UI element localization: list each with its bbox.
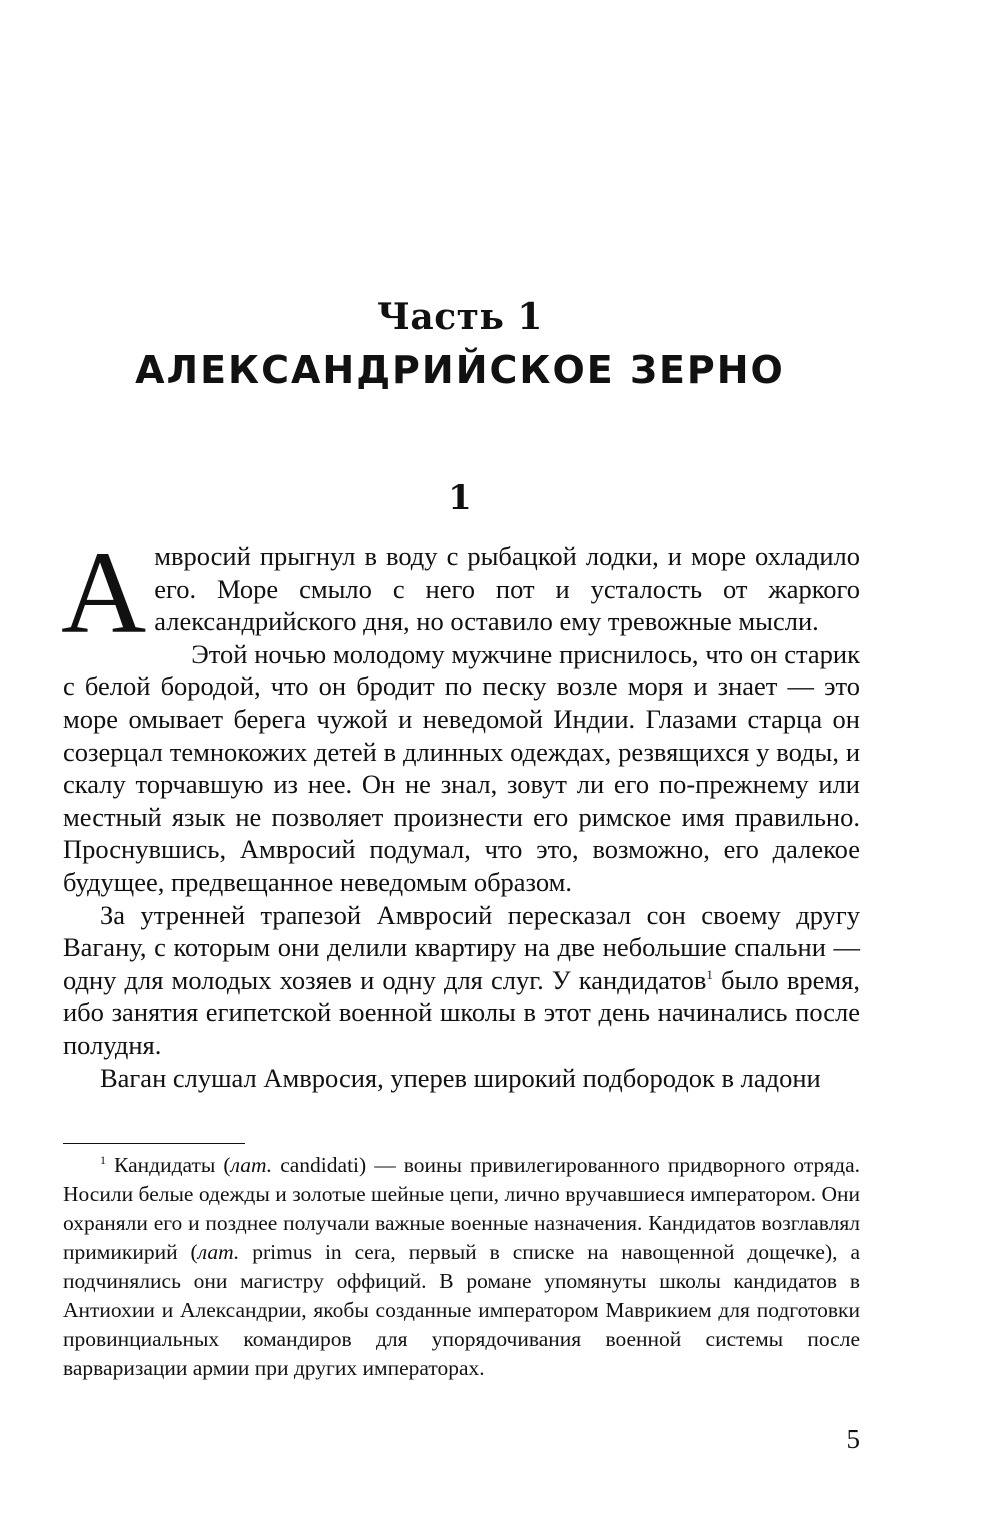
paragraph-3-text-a: За утренней трапезой Амвросий пересказал сон своему другу Вагану, с которым они делили квартиру на две небольшие спальни — одну для молодых хозяев и одну для слуг. У кандидатов (63, 899, 860, 995)
footnote-text-b: candidati) — воины привилегированного придворного отряда. Носили белые одежды и золотые шейные цепи, лично вручавшиеся императором. Они охраняли его и позднее получали важные военные назначения. Кандидатов возглавлял примикирий ( (63, 1153, 860, 1264)
paragraph-2: Этой ночью молодому мужчине приснилось, что он старик с белой бородой, что он бродит по песку возле моря и знает — это море омывает берега чужой и неведомой Индии. Глазами старца он созерцал темнокожих детей в длинных одеждах, резвящихся у воды, и скалу торчавшую из нее. Он не знал, зовут ли его по-прежнему или местный язык не позволяет произнести его римское имя правильно. Проснувшись, Амвросий подумал, что это, возможно, его далекое будущее, предвещанное неведомым образом. (63, 638, 860, 897)
part-label: Часть 1 (377, 296, 543, 338)
footnote-number: 1 (100, 1152, 106, 1167)
paragraph-4: Ваган слушал Амвросия, уперев широкий подбородок в ладони (100, 1062, 821, 1093)
paragraph-1-text: мвросий прыгнул в воду с рыбацкой лодки, и море охладило его. Море смыло с него пот и усталость от жаркого александрийского дня, но оставило ему тревожные мысли. (154, 541, 860, 637)
page-number: 5 (846, 1424, 860, 1454)
paragraph-3-text-b: было время, ибо занятия египетской военной школы в этот день начинались после полудня. (63, 964, 860, 1060)
drop-cap: А (61, 527, 147, 658)
footnote (63, 1151, 860, 1383)
footnote-divider (63, 1143, 245, 1144)
paragraph-1 (61, 527, 860, 658)
footnote-lat-1: лат. (230, 1153, 273, 1177)
footnote-text-c: primus in cera, первый в списке на навощенной дощечке), а подчинялись они магистру оффиций. В романе упомянуты школы кандидатов в Антиохии и Александрии, якобы созданные императором Маврикием для подготовки провинциальных командиров для упорядочивания военной системы после варваризации армии при других императорах. (63, 1240, 860, 1380)
chapter-number: 1 (448, 478, 472, 518)
paragraph-3 (63, 899, 860, 1062)
footnote-text-a: Кандидаты ( (106, 1153, 231, 1177)
chapter-body (61, 527, 860, 1094)
footnote-lat-2: лат. (197, 1240, 240, 1264)
footnote-reference: 1 (706, 966, 713, 982)
part-title: АЛЕКСАНДРИЙСКОЕ ЗЕРНО (135, 348, 785, 392)
